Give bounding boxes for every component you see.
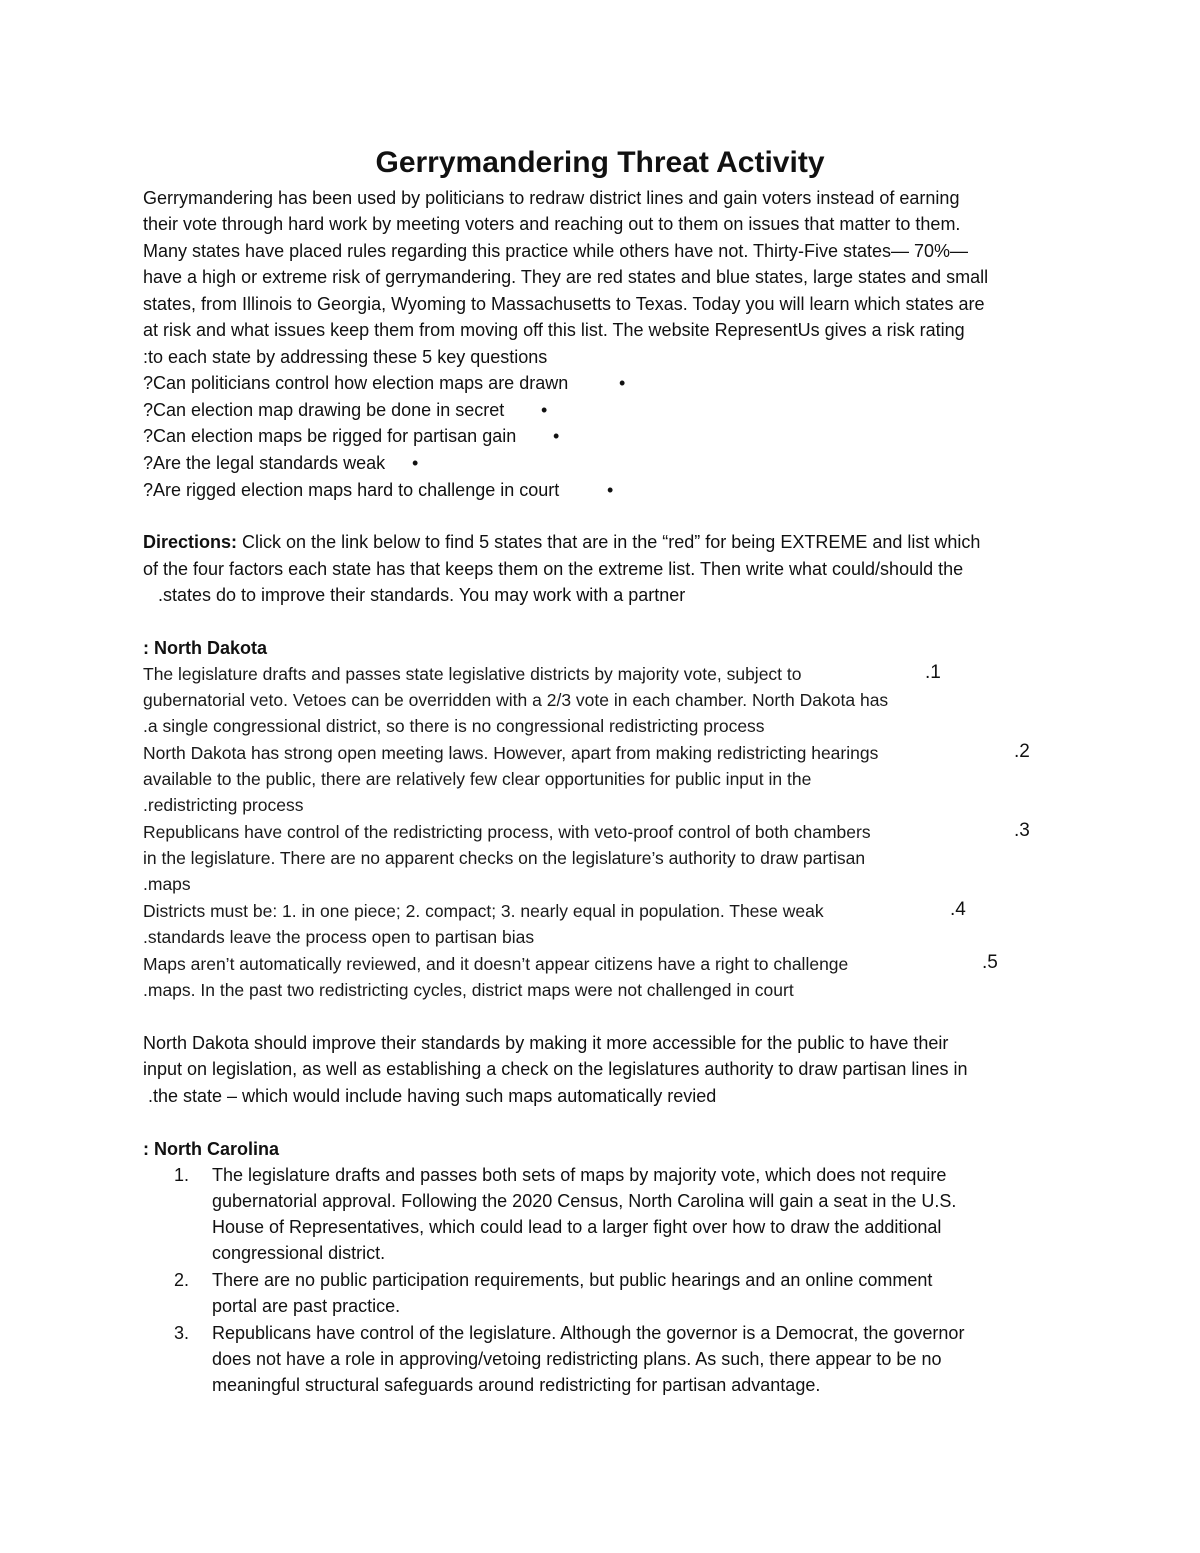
nd-item-line: gubernatorial veto. Vetoes can be overridden with a 2/3 vote in each chamber. North Dakota has [143, 690, 889, 710]
question-item: ?Can election maps be rigged for partisan gain [143, 426, 517, 446]
nd-item-number: .4 [950, 899, 966, 920]
nd-item-line: .a single congressional district, so there is no congressional redistricting process [143, 716, 765, 736]
document-title: Gerrymandering Threat Activity [375, 146, 825, 179]
nd-item-line: North Dakota has strong open meeting laws. However, apart from making redistricting hearings [143, 743, 879, 763]
nc-item-line: does not have a role in approving/vetoing redistricting plans. As such, there appear to be no [212, 1349, 942, 1369]
question-item: ?Can election map drawing be done in secret [143, 400, 505, 420]
state-heading-north-carolina: : North Carolina [143, 1139, 280, 1159]
nc-item-line: Republicans have control of the legislature. Although the governor is a Democrat, the governor [212, 1323, 965, 1343]
nd-item-line: Republicans have control of the redistricting process, with veto-proof control of both chambers [143, 822, 871, 842]
nd-item-line: .standards leave the process open to partisan bias [143, 927, 535, 947]
question-item: ?Can politicians control how election maps are drawn [143, 373, 569, 393]
nd-conclusion-line: North Dakota should improve their standards by making it more accessible for the public to have their [143, 1033, 949, 1053]
nd-item-line: available to the public, there are relatively few clear opportunities for public input in the [143, 769, 812, 789]
directions-line: of the four factors each state has that keeps them on the extreme list. Then write what could/should the [143, 559, 964, 579]
nc-item-line: portal are past practice. [212, 1296, 401, 1316]
nd-conclusion-line: input on legislation, as well as establishing a check on the legislatures authority to draw partisan lines in [143, 1059, 968, 1079]
directions-line: .states do to improve their standards. You may work with a partner [158, 585, 686, 605]
intro-line: states, from Illinois to Georgia, Wyoming to Massachusetts to Texas. Today you will learn which states are [143, 294, 985, 314]
intro-line: Many states have placed rules regarding this practice while others have not. Thirty-Five states— 70%— [143, 241, 969, 261]
intro-line: at risk and what issues keep them from moving off this list. The website RepresentUs gives a risk rating [143, 320, 965, 340]
directions-label: Directions: [143, 532, 238, 552]
nd-item-number: .3 [1014, 820, 1030, 841]
bullet-icon: • [412, 453, 419, 473]
directions-text: Click on the link below to find 5 states that are in the “red” for being EXTREME and list which [237, 532, 981, 552]
intro-line: :to each state by addressing these 5 key questions [143, 347, 548, 367]
nd-item-line: .maps [143, 874, 191, 894]
nd-item-number: .1 [925, 662, 941, 683]
nd-item-line: in the legislature. There are no apparent checks on the legislature’s authority to draw partisan [143, 848, 866, 868]
nd-item-line: .redistricting process [143, 795, 304, 815]
question-item: ?Are rigged election maps hard to challenge in court [143, 480, 560, 500]
nc-item-line: House of Representatives, which could lead to a larger fight over how to draw the additional [212, 1217, 942, 1237]
nd-conclusion-line: .the state – which would include having such maps automatically revied [148, 1086, 717, 1106]
directions-line [143, 529, 980, 555]
nd-item-line: Maps aren’t automatically reviewed, and it doesn’t appear citizens have a right to challenge [143, 954, 849, 974]
nc-item-line: The legislature drafts and passes both sets of maps by majority vote, which does not require [212, 1165, 947, 1185]
intro-line: Gerrymandering has been used by politicians to redraw district lines and gain voters instead of earning [143, 188, 960, 208]
state-heading-north-dakota: : North Dakota [143, 638, 268, 658]
bullet-icon: • [541, 400, 548, 420]
question-item: ?Are the legal standards weak [143, 453, 386, 473]
nd-item-line: The legislature drafts and passes state legislative districts by majority vote, subject to [143, 664, 802, 684]
nc-item-line: congressional district. [212, 1243, 386, 1263]
nc-item-number: 2. [174, 1270, 190, 1290]
nd-item-line: Districts must be: 1. in one piece; 2. compact; 3. nearly equal in population. These weak [143, 901, 824, 921]
intro-line: their vote through hard work by meeting voters and reaching out to them on issues that matter to them. [143, 214, 961, 234]
nd-item-number: .2 [1014, 741, 1030, 762]
intro-line: have a high or extreme risk of gerrymandering. They are red states and blue states, large states and small [143, 267, 989, 287]
nd-item-number: .5 [982, 952, 998, 973]
nc-item-number: 1. [174, 1165, 190, 1185]
nd-item-line: .maps. In the past two redistricting cycles, district maps were not challenged in court [143, 980, 794, 1000]
bullet-icon: • [619, 373, 626, 393]
nc-item-line: There are no public participation requirements, but public hearings and an online comment [212, 1270, 933, 1290]
nc-item-number: 3. [174, 1323, 190, 1343]
bullet-icon: • [607, 480, 614, 500]
nc-item-line: meaningful structural safeguards around redistricting for partisan advantage. [212, 1375, 821, 1395]
nc-item-line: gubernatorial approval. Following the 2020 Census, North Carolina will gain a seat in the U.S. [212, 1191, 957, 1211]
bullet-icon: • [553, 426, 560, 446]
